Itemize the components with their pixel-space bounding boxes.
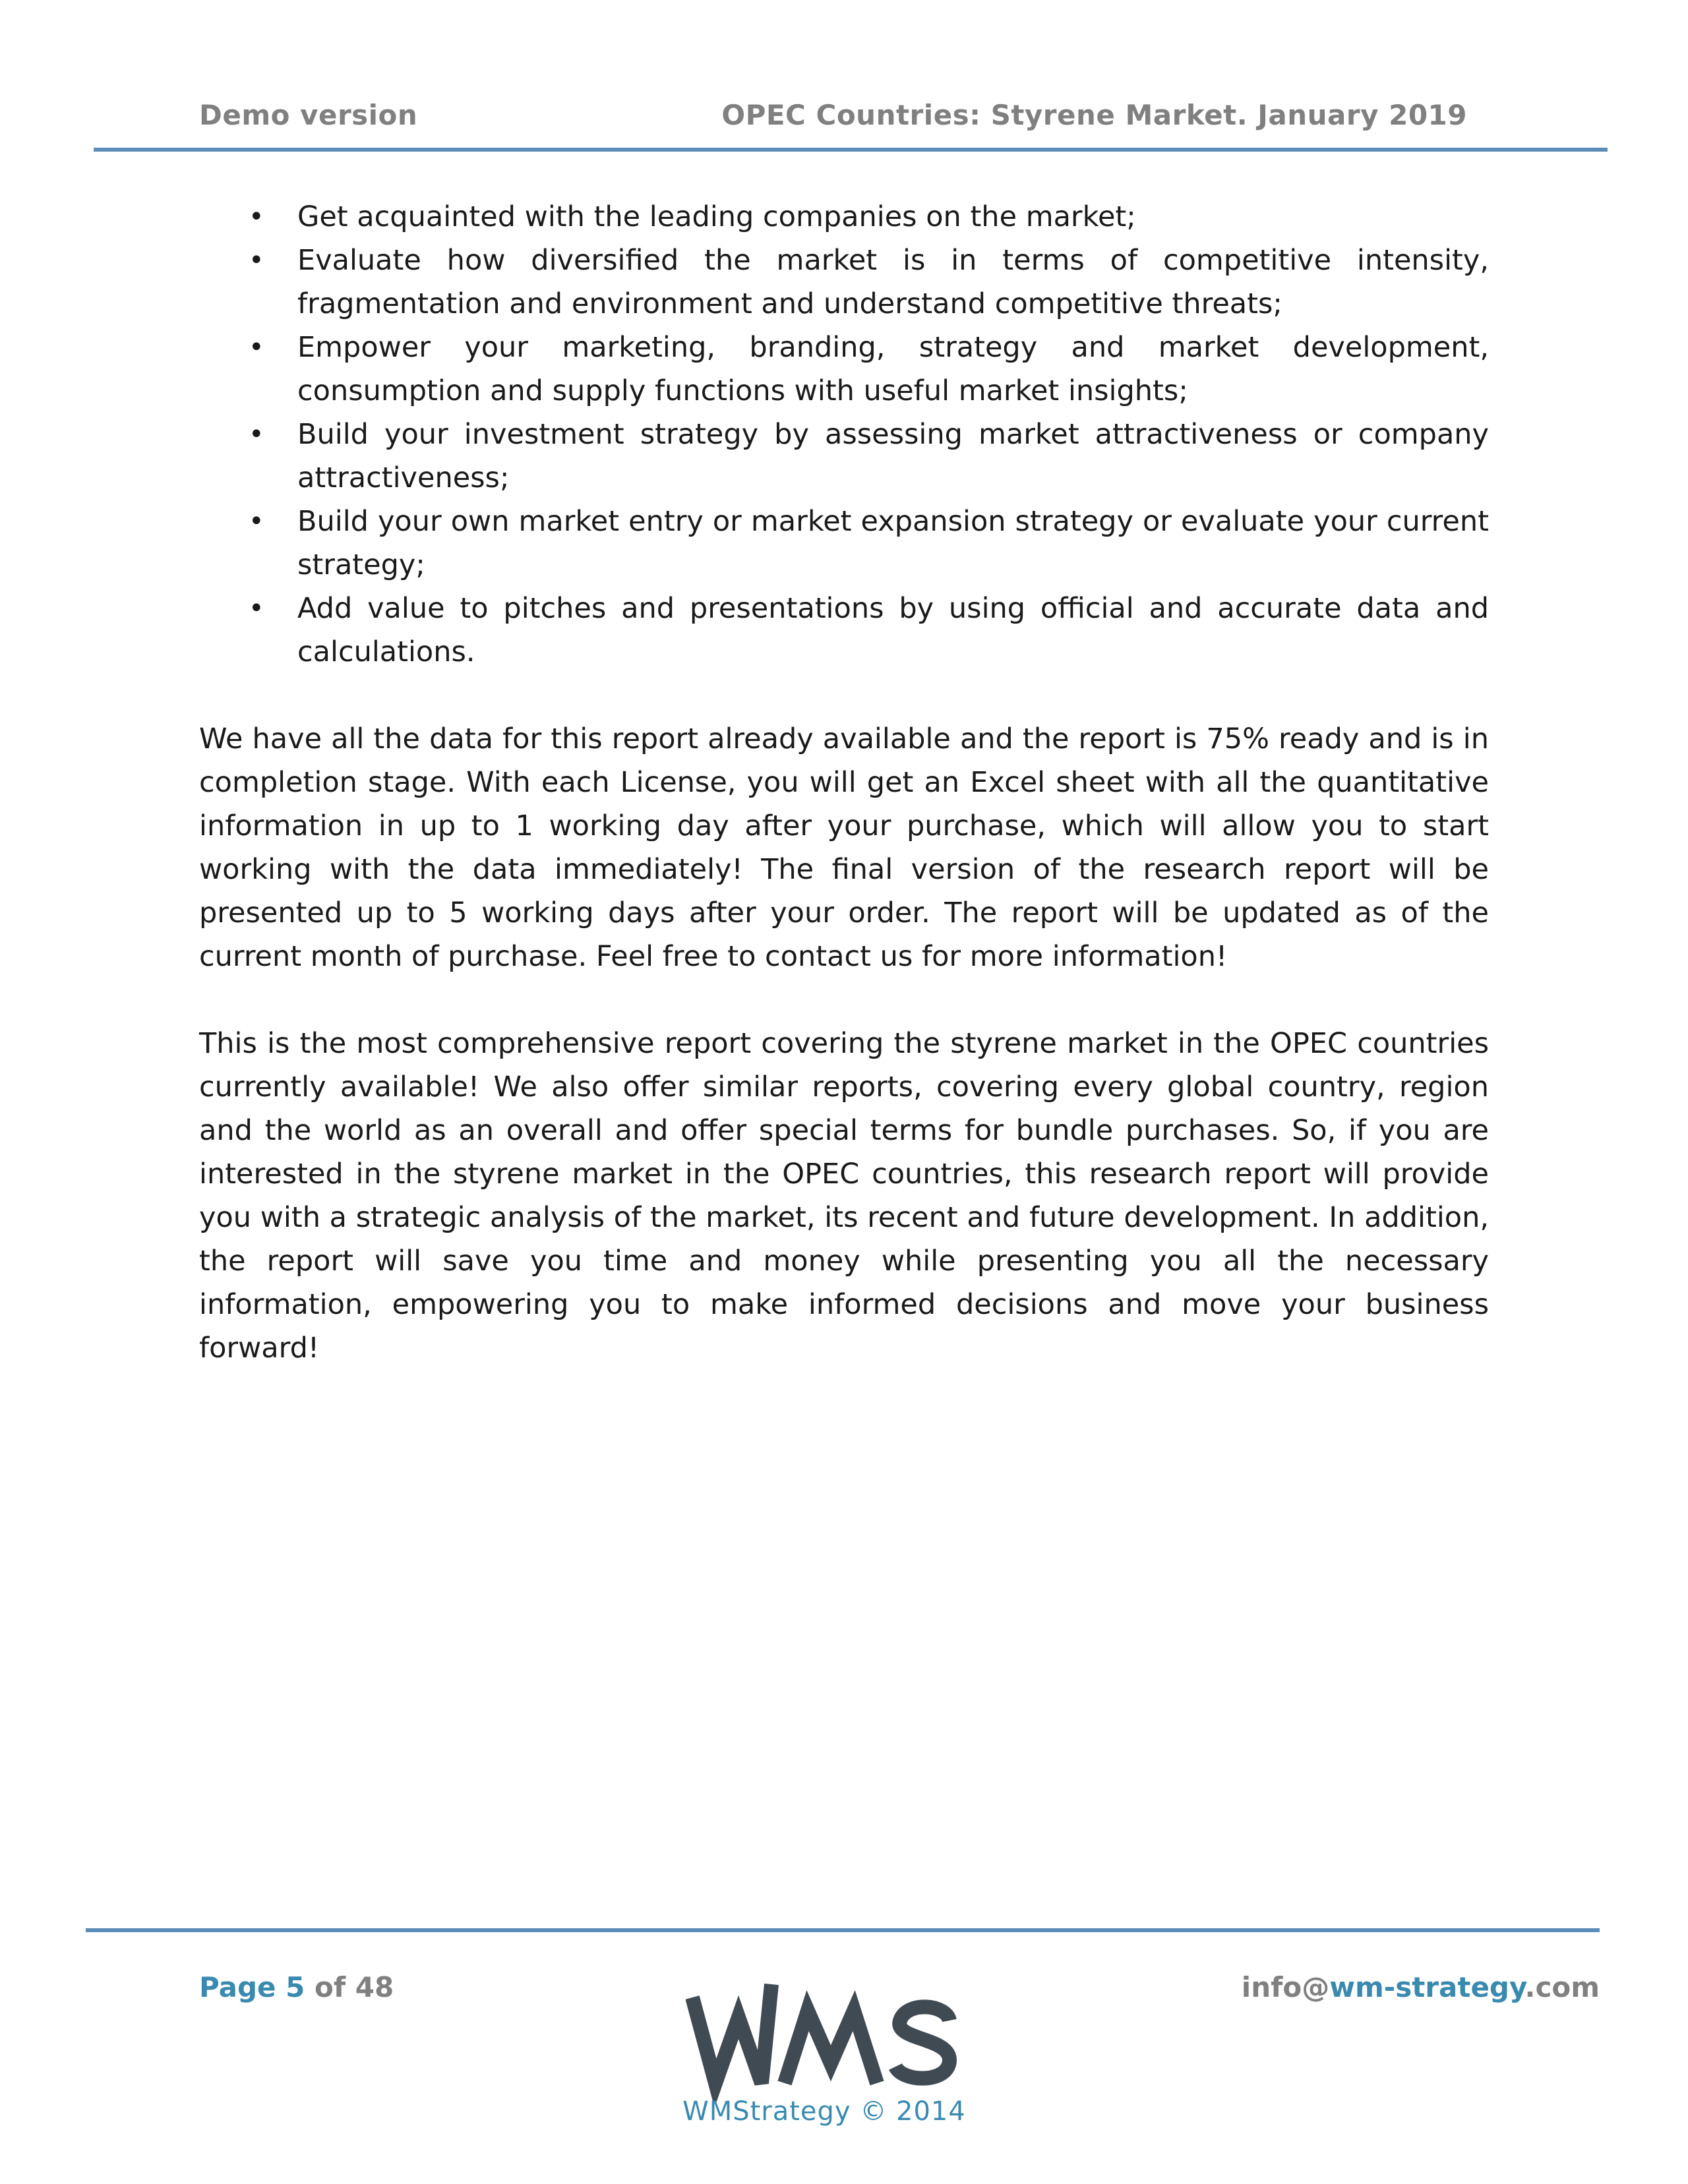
header-left-label: Demo version: [199, 99, 418, 131]
list-item: [199, 195, 1489, 239]
contact-email[interactable]: [1242, 1971, 1600, 2003]
list-item-text: Empower your marketing, branding, strategy and market development, consumption and supply functions with useful market insights;: [297, 331, 1489, 407]
wms-logo: [686, 1971, 963, 2103]
bullet-icon: •: [249, 419, 264, 450]
bullet-icon: •: [249, 332, 264, 363]
page-indicator: [199, 1971, 394, 2003]
logo-letter-m: [785, 2011, 877, 2083]
logo-letter-w: [692, 1984, 771, 2083]
summary-paragraph: This is the most comprehensive report covering the styrene market in the OPEC countries currently available! We also offer similar reports, covering every global country, region and the world as an overall and offer special terms for bundle purchases. So, if you are interested in the styrene market in the OPEC countries, this research report will provide you with a strategic analysis of the market, its recent and future development. In addition, the report will save you time and money while presenting you all the necessary information, empowering you to make informed decisions and move your business forward!: [199, 1027, 1489, 1365]
list-item-text: Build your investment strategy by assessing market attractiveness or company attractiveness;: [297, 418, 1489, 494]
bullet-icon: •: [249, 593, 264, 624]
page-total: of 48: [315, 1971, 394, 2003]
list-item: [199, 587, 1489, 674]
list-item-text: Add value to pitches and presentations by using official and accurate data and calculations.: [297, 592, 1489, 668]
bullet-icon: •: [249, 245, 264, 276]
email-suffix: .com: [1524, 1971, 1600, 2003]
list-item-text: Build your own market entry or market expansion strategy or evaluate your current strategy;: [297, 505, 1489, 581]
list-item-text: Evaluate how diversified the market is in terms of competitive intensity, fragmentation and environment and understand competitive threats;: [297, 244, 1489, 320]
list-item: [199, 239, 1489, 326]
logo-caption: WMStrategy © 2014: [682, 2096, 966, 2127]
list-item: [199, 413, 1489, 500]
email-domain: wm-strategy: [1329, 1971, 1525, 2003]
list-item: [199, 500, 1489, 587]
page-body: [199, 195, 1489, 1370]
header-divider: [94, 148, 1608, 152]
list-item: [199, 326, 1489, 413]
benefits-list: [199, 195, 1489, 674]
bullet-icon: •: [249, 506, 264, 537]
bullet-icon: •: [249, 202, 264, 232]
availability-paragraph: We have all the data for this report already available and the report is 75% ready and is in completion stage. With each License, you will get an Excel sheet with all the quantitative information in up to 1 working day after your purchase, which will allow you to start working with the data immediately! The final version of the research report will be presented up to 5 working days after your order. The report will be updated as of the current month of purchase. Feel free to contact us for more information!: [199, 723, 1489, 973]
footer-divider: [86, 1928, 1600, 1932]
email-prefix: info@: [1241, 1971, 1330, 2003]
page-number: 5: [286, 1971, 305, 2003]
header-document-title: OPEC Countries: Styrene Market. January 2019: [721, 99, 1467, 131]
logo-letter-s: [895, 2007, 950, 2078]
page-prefix: Page: [199, 1971, 276, 2003]
list-item-text: Get acquainted with the leading companies on the market;: [297, 200, 1136, 233]
